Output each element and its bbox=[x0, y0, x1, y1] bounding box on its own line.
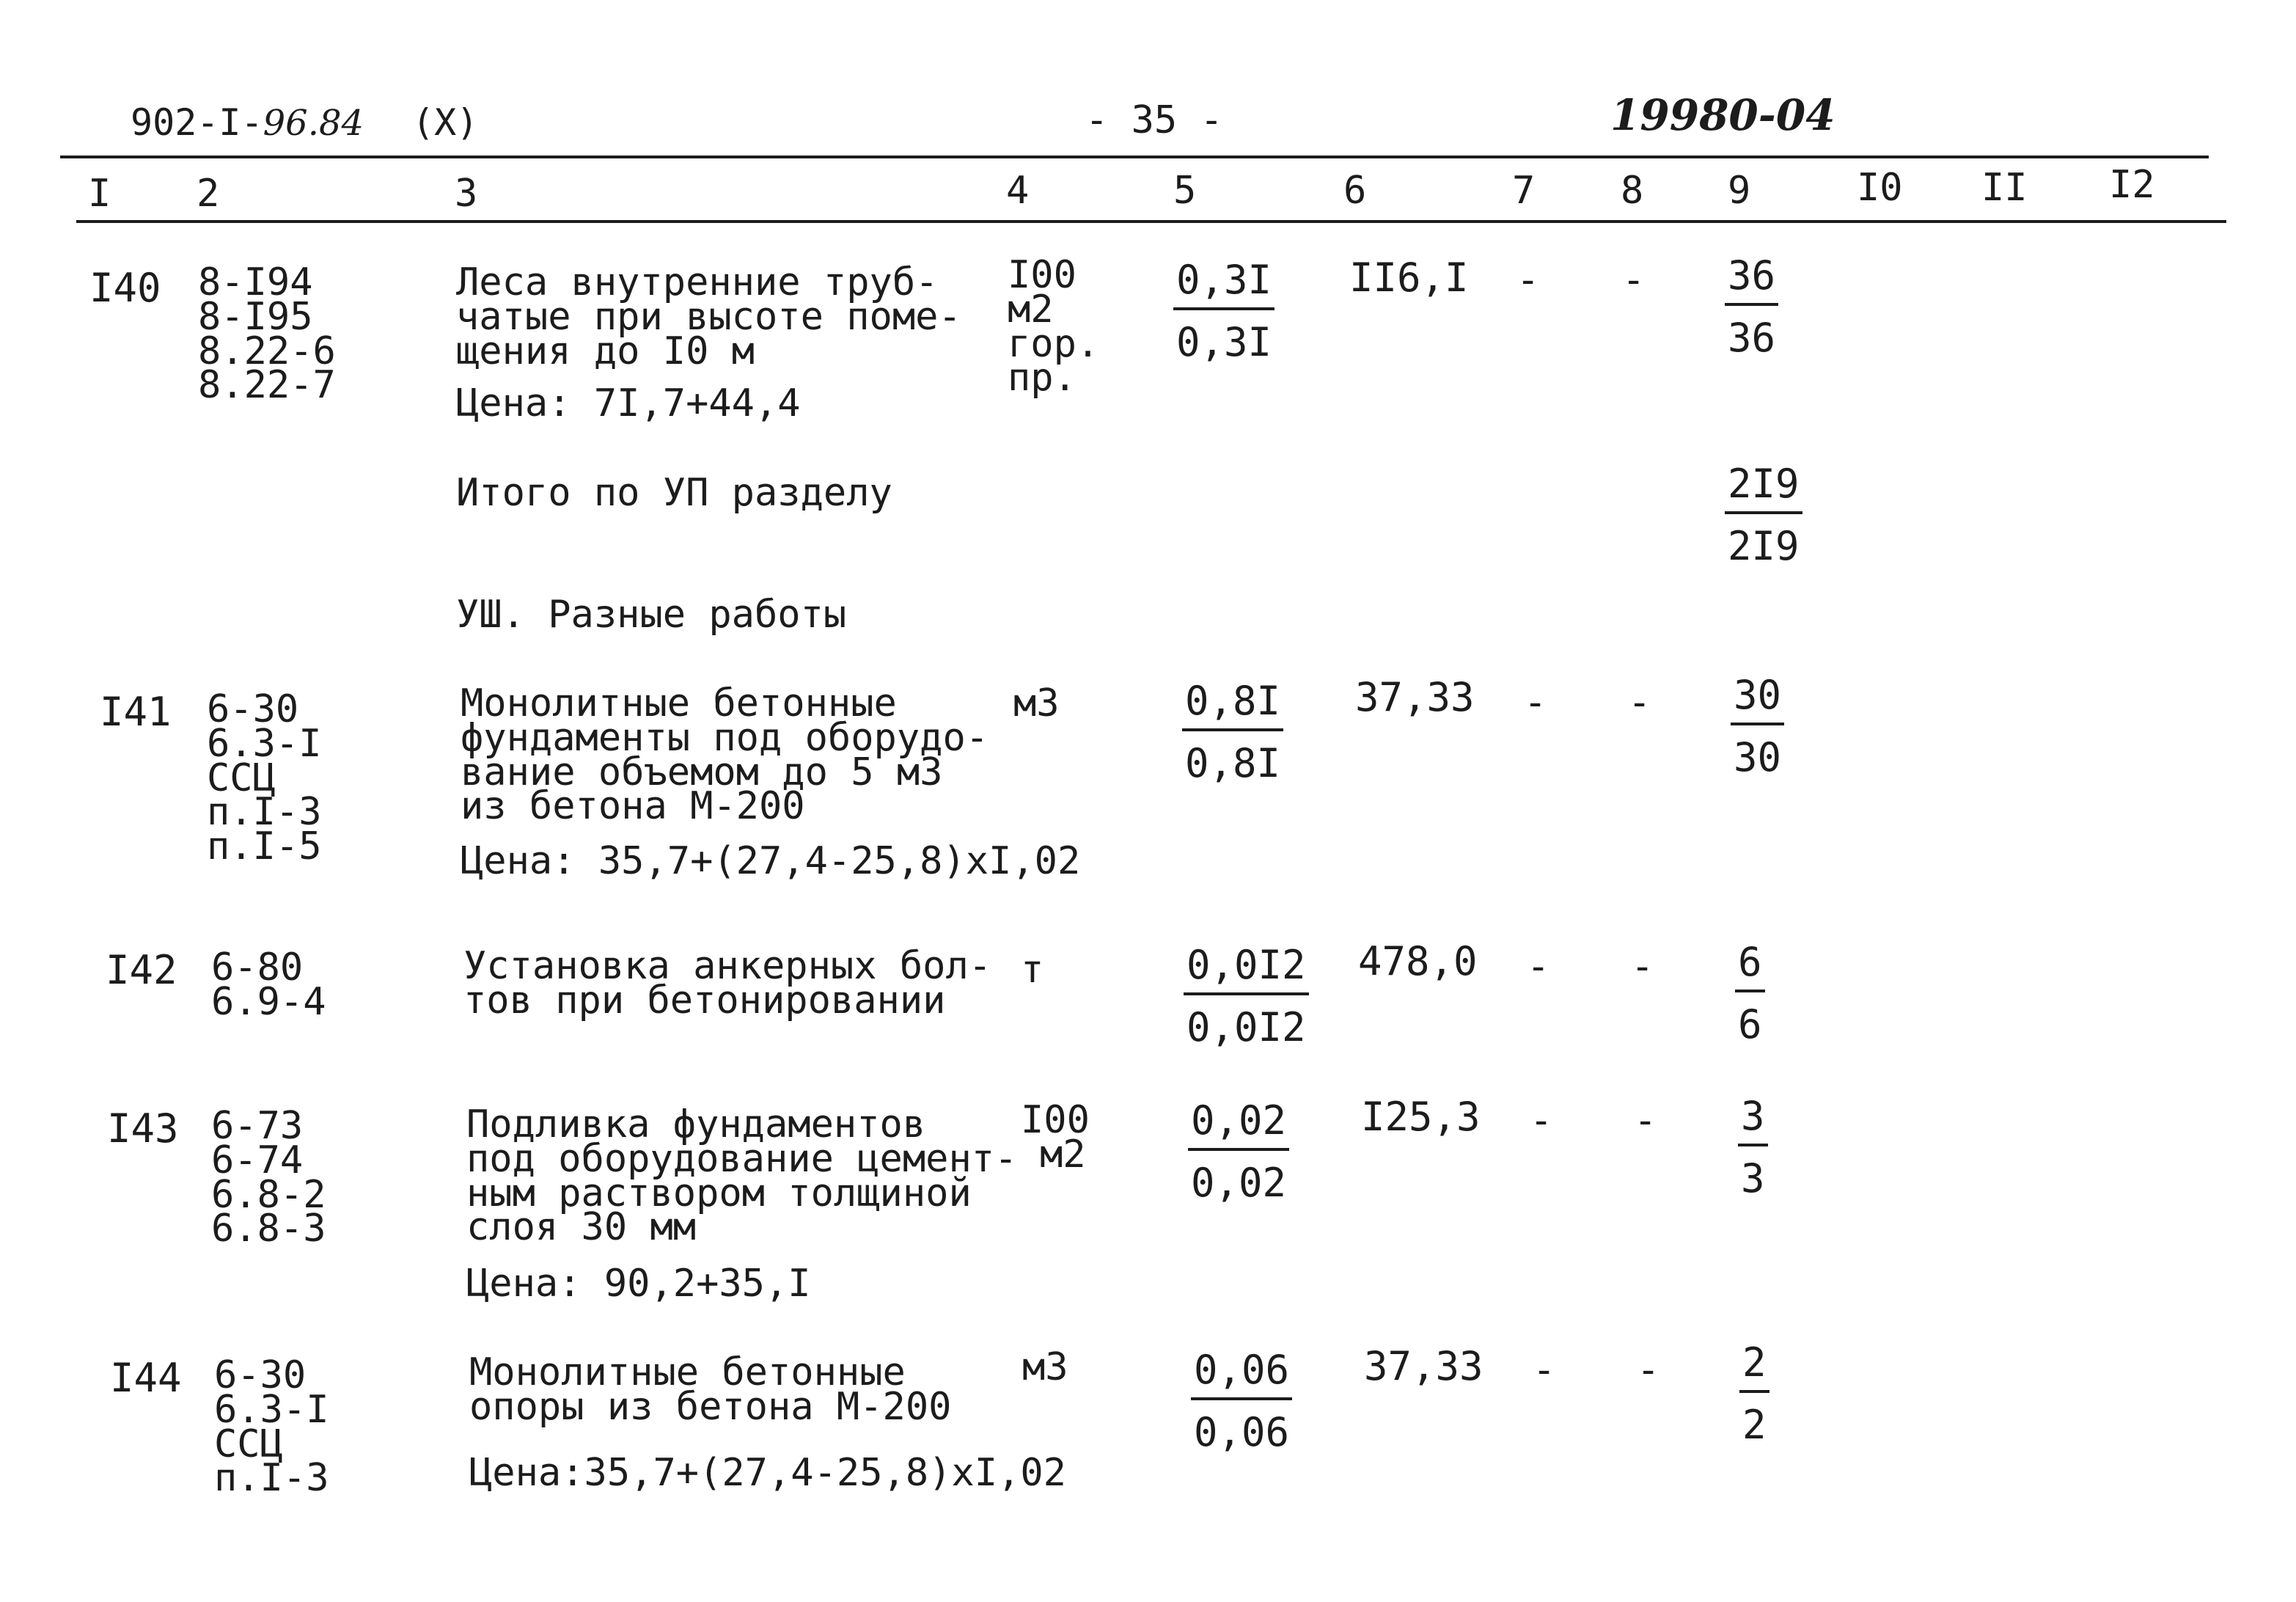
work-description bbox=[466, 1102, 1018, 1250]
norm-code: п.I-3 bbox=[207, 790, 322, 835]
quantity-denominator: 0,06 bbox=[1194, 1409, 1290, 1455]
norm-code: 6-73 bbox=[211, 1104, 304, 1148]
quantity-fraction bbox=[1173, 257, 1274, 365]
column-header: 9 bbox=[1728, 169, 1751, 213]
description-line: Монолитные бетонные bbox=[469, 1350, 906, 1394]
column-header: I0 bbox=[1857, 166, 1903, 210]
norm-codes bbox=[214, 1353, 329, 1501]
quantity-fraction bbox=[1184, 942, 1309, 1050]
column-8-value: - bbox=[1622, 258, 1646, 302]
description-line: опоры из бетона М-200 bbox=[469, 1384, 952, 1429]
quantity-denominator: 0,8I bbox=[1185, 740, 1281, 786]
unit-of-measure bbox=[1008, 253, 1100, 400]
quantity-denominator: 0,3I bbox=[1176, 319, 1272, 365]
document-suffix: (X) bbox=[412, 101, 479, 144]
description-line: Леса внутренние труб- bbox=[456, 260, 939, 304]
row-number: I44 bbox=[110, 1355, 182, 1401]
norm-code: 6-80 bbox=[211, 946, 304, 990]
norm-code: 6.9-4 bbox=[211, 979, 326, 1024]
header-rule-top bbox=[60, 156, 2209, 158]
column-7-value: - bbox=[1530, 1099, 1553, 1143]
quantity-numerator: 0,02 bbox=[1188, 1097, 1289, 1151]
quantity-numerator: 0,8I bbox=[1182, 678, 1283, 731]
document-code-handwritten: 96.84 bbox=[263, 103, 364, 144]
price-formula: Цена: 7I,7+44,4 bbox=[456, 381, 801, 425]
work-description bbox=[463, 944, 992, 1023]
unit-line: м3 bbox=[1013, 681, 1060, 725]
description-line: из бетона М-200 bbox=[461, 784, 805, 829]
price-formula: Цена:35,7+(27,4-25,8)хI,02 bbox=[469, 1451, 1066, 1495]
norm-code: ССЦ bbox=[214, 1422, 283, 1466]
column-header: II bbox=[1981, 166, 2028, 210]
description-line: под оборудование цемент- bbox=[466, 1136, 1018, 1181]
work-description bbox=[456, 260, 961, 373]
column-header: 8 bbox=[1621, 169, 1644, 213]
norm-codes bbox=[211, 1104, 326, 1251]
unit-line: м2 bbox=[1040, 1132, 1086, 1177]
quantity-fraction bbox=[1191, 1347, 1292, 1455]
norm-code: 8.22-7 bbox=[198, 363, 336, 408]
unit-cost: 37,33 bbox=[1355, 674, 1475, 720]
description-line: вание объемом до 5 м3 bbox=[461, 750, 943, 794]
column-header: 2 bbox=[197, 172, 220, 216]
description-line: фундаменты под оборудо- bbox=[461, 715, 989, 760]
document-code bbox=[131, 101, 364, 144]
unit-line: м2 bbox=[1008, 287, 1054, 332]
unit-of-measure: т bbox=[1021, 948, 1044, 992]
column-7-value: - bbox=[1527, 945, 1550, 989]
total-denominator: 30 bbox=[1734, 734, 1782, 780]
norm-codes bbox=[198, 260, 336, 408]
unit-of-measure bbox=[1013, 681, 1060, 725]
total-fraction bbox=[1725, 252, 1778, 361]
norm-code: 8-I95 bbox=[198, 294, 313, 339]
total-numerator: 30 bbox=[1731, 672, 1784, 725]
total-denominator: 2 bbox=[1742, 1402, 1767, 1448]
row-number: I42 bbox=[106, 947, 177, 993]
description-line: Подливка фундаментов bbox=[466, 1102, 926, 1146]
column-7-value: - bbox=[1533, 1348, 1556, 1392]
norm-code: 8-I94 bbox=[198, 260, 313, 304]
column-8-value: - bbox=[1637, 1348, 1660, 1392]
description-line: чатые при высоте поме- bbox=[456, 294, 961, 339]
description-line: щения до I0 м bbox=[456, 329, 755, 373]
norm-code: ССЦ bbox=[207, 756, 276, 800]
column-header: 7 bbox=[1512, 169, 1536, 213]
column-header: 4 bbox=[1006, 169, 1030, 213]
norm-code: 8.22-6 bbox=[198, 329, 336, 373]
row-number: I41 bbox=[100, 689, 172, 735]
quantity-numerator: 0,0I2 bbox=[1184, 942, 1309, 995]
total-fraction bbox=[1738, 1093, 1768, 1202]
norm-code: 6.3-I bbox=[207, 721, 322, 766]
unit-line: I00 bbox=[1008, 253, 1077, 297]
total-numerator: 6 bbox=[1735, 939, 1765, 992]
norm-code: 6-74 bbox=[211, 1138, 304, 1182]
total-numerator: 2 bbox=[1739, 1339, 1769, 1393]
column-7-value: - bbox=[1524, 681, 1547, 725]
document-code-print: 902-I- bbox=[131, 101, 263, 144]
total-fraction bbox=[1731, 672, 1784, 780]
quantity-denominator: 0,02 bbox=[1191, 1160, 1287, 1206]
column-header: 6 bbox=[1343, 169, 1367, 213]
unit-cost: II6,I bbox=[1349, 255, 1469, 301]
column-header: I2 bbox=[2109, 163, 2155, 207]
column-header: 5 bbox=[1173, 169, 1197, 213]
total-fraction bbox=[1735, 939, 1765, 1047]
total-denominator: 3 bbox=[1741, 1155, 1765, 1202]
row-number: I40 bbox=[89, 265, 161, 311]
total-numerator: 3 bbox=[1738, 1093, 1768, 1146]
subtotal-denominator: 2I9 bbox=[1728, 523, 1800, 569]
header-rule-bottom bbox=[76, 220, 2226, 223]
subtotal-label: Итого по УП разделу bbox=[456, 471, 892, 515]
norm-code: 6.8-2 bbox=[211, 1172, 326, 1217]
norm-codes bbox=[207, 687, 322, 869]
norm-codes bbox=[211, 946, 326, 1024]
unit-cost: 478,0 bbox=[1358, 938, 1478, 984]
quantity-numerator: 0,06 bbox=[1191, 1347, 1292, 1400]
unit-line: I00 bbox=[1021, 1098, 1090, 1142]
description-line: Монолитные бетонные bbox=[461, 681, 897, 725]
column-8-value: - bbox=[1634, 1099, 1657, 1143]
unit-line: гор. bbox=[1008, 321, 1100, 366]
unit-line: пр. bbox=[1008, 356, 1077, 400]
quantity-denominator: 0,0I2 bbox=[1186, 1004, 1306, 1050]
unit-of-measure bbox=[1021, 1098, 1090, 1177]
subtotal-fraction bbox=[1725, 461, 1802, 569]
column-8-value: - bbox=[1631, 945, 1654, 989]
description-line: Установка анкерных бол- bbox=[463, 944, 992, 988]
work-description bbox=[461, 681, 989, 829]
subtotal-numerator: 2I9 bbox=[1725, 461, 1802, 514]
unit-of-measure: м3 bbox=[1022, 1345, 1068, 1389]
norm-code: 6-30 bbox=[214, 1353, 307, 1397]
unit-cost: I25,3 bbox=[1361, 1094, 1481, 1140]
norm-code: 6.3-I bbox=[214, 1387, 329, 1432]
norm-code: п.I-5 bbox=[207, 824, 322, 869]
quantity-fraction bbox=[1182, 678, 1283, 786]
column-7-value: - bbox=[1516, 258, 1540, 302]
quantity-fraction bbox=[1188, 1097, 1289, 1206]
description-line: слоя 30 мм bbox=[466, 1205, 697, 1250]
total-denominator: 36 bbox=[1728, 315, 1776, 361]
price-formula: Цена: 90,2+35,I bbox=[466, 1262, 811, 1306]
total-numerator: 36 bbox=[1725, 252, 1778, 306]
page-number: - 35 - bbox=[1085, 98, 1223, 142]
description-line: ным раствором толщиной bbox=[466, 1171, 972, 1215]
total-denominator: 6 bbox=[1738, 1001, 1762, 1047]
norm-code: 6.8-3 bbox=[211, 1207, 326, 1251]
column-header: I bbox=[88, 172, 111, 216]
row-number: I43 bbox=[107, 1105, 179, 1152]
quantity-numerator: 0,3I bbox=[1173, 257, 1274, 310]
column-header: 3 bbox=[455, 172, 478, 216]
column-8-value: - bbox=[1628, 681, 1651, 725]
archive-number: 19980-04 bbox=[1610, 90, 1835, 140]
norm-code: 6-30 bbox=[207, 687, 299, 731]
total-fraction bbox=[1739, 1339, 1769, 1448]
unit-cost: 37,33 bbox=[1364, 1343, 1483, 1389]
section-heading: УШ. Разные работы bbox=[456, 593, 847, 637]
price-formula: Цена: 35,7+(27,4-25,8)хI,02 bbox=[461, 839, 1081, 883]
work-description bbox=[469, 1350, 952, 1429]
description-line: тов при бетонировании bbox=[463, 978, 946, 1023]
norm-code: п.I-3 bbox=[214, 1456, 329, 1501]
